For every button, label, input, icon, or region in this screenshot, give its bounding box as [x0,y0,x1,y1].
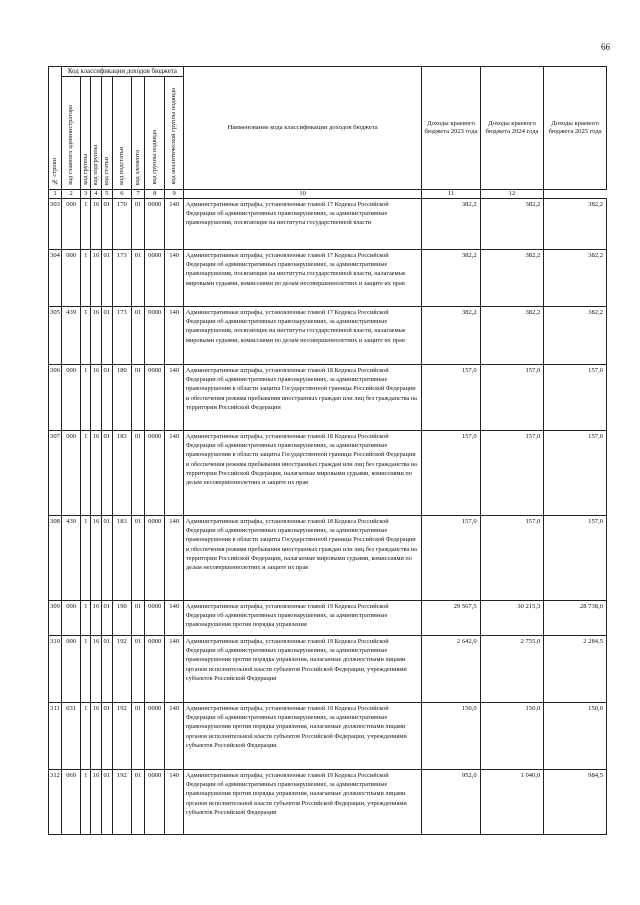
code-cell: 0000 [144,307,165,365]
code-cell: 01 [101,636,112,703]
code-cell: 140 [165,250,183,307]
table-row [49,601,607,636]
column-number: 11 [422,190,480,199]
row-number: 303 [49,199,62,250]
code-cell: 01 [132,365,145,431]
code-cell: 140 [165,365,183,431]
header-code-column: код главного администратора [61,77,80,190]
code-cell: 140 [165,199,183,250]
code-cell: 1 [81,516,91,601]
header-code-column: код подгруппы [91,77,102,190]
header-code-group: Код классификации доходов бюджета [61,67,183,77]
code-cell: 173 [112,250,131,307]
code-cell: 190 [112,601,131,636]
table-row [49,250,607,307]
revenue-name: Административные штрафы, установленные главой 19 Кодекса Российской Федерации об административных правонарушениях, за административные правонарушения против порядка управления [183,601,421,636]
code-cell: 140 [165,636,183,703]
code-cell: 0000 [144,516,165,601]
value-2024: 157,0 [480,431,544,516]
header-code-column: код группы подвида [144,77,165,190]
code-cell: 1 [81,307,91,365]
code-cell: 0000 [144,636,165,703]
code-cell: 16 [91,307,102,365]
row-number: 307 [49,431,62,516]
code-cell: 140 [165,601,183,636]
column-number: 2 [61,190,80,199]
code-cell: 183 [112,431,131,516]
table-row [49,636,607,703]
header-code-column: код подстатьи [112,77,131,190]
code-cell: 1 [81,636,91,703]
column-number: 12 [480,190,544,199]
value-2023: 29 567,5 [422,601,480,636]
code-cell: 1 [81,601,91,636]
value-2024: 2 755,0 [480,636,544,703]
row-number: 310 [49,636,62,703]
code-cell: 16 [91,601,102,636]
code-cell: 1 [81,703,91,770]
table-row [49,307,607,365]
code-cell: 0000 [144,365,165,431]
code-cell: 16 [91,199,102,250]
code-cell: 16 [91,431,102,516]
code-cell: 16 [91,636,102,703]
code-cell: 031 [61,703,80,770]
code-cell: 0000 [144,770,165,835]
header-name: Наименование кода классификации доходов бюджета [183,67,421,190]
revenue-name: Административные штрафы, установленные главой 19 Кодекса Российской Федерации об административных правонарушениях, за административные правонарушения против порядка управления, налагаемые должностными лицами органов исполнительной власти субъектов Российской Федерации, учреждениями субъектов Российской Федерации [183,636,421,703]
code-cell: 01 [132,703,145,770]
value-2024: 382,2 [480,307,544,365]
code-cell: 1 [81,431,91,516]
code-cell: 01 [101,601,112,636]
code-cell: 192 [112,770,131,835]
code-cell: 192 [112,636,131,703]
column-numbers-row [49,190,607,199]
column-number: 8 [144,190,165,199]
code-cell: 140 [165,307,183,365]
table-row [49,431,607,516]
value-2023: 157,0 [422,431,480,516]
header-code-column: код элемента [132,77,145,190]
row-number: 306 [49,365,62,431]
value-2025: 382,2 [544,307,607,365]
revenue-name: Административные штрафы, установленные главой 18 Кодекса Российской Федерации об административных правонарушениях, за административные правонарушения в области защиты Государственной границы Российской Федерации и обеспечения режима пребывания иностранных граждан или лиц без гражданства на территории Российской Федерации [183,365,421,431]
code-cell: 000 [61,365,80,431]
code-cell: 01 [132,601,145,636]
header-year-2024: Доходы краевого бюджета 2024 года [480,67,544,190]
column-number: 6 [112,190,131,199]
code-cell: 1 [81,770,91,835]
value-2024: 30 215,3 [480,601,544,636]
revenue-name: Административные штрафы, установленные главой 17 Кодекса Российской Федерации об административных правонарушениях, за административные правонарушения, посягающие на институты государственной власти [183,199,421,250]
code-cell: 16 [91,365,102,431]
code-cell: 01 [132,516,145,601]
code-cell: 01 [101,199,112,250]
value-2025: 157,0 [544,431,607,516]
header-code-column: код группы [81,77,91,190]
code-cell: 16 [91,703,102,770]
table-row [49,770,607,835]
code-cell: 01 [132,199,145,250]
code-cell: 000 [61,431,80,516]
code-cell: 170 [112,199,131,250]
code-cell: 16 [91,770,102,835]
code-cell: 140 [165,703,183,770]
code-cell: 000 [61,601,80,636]
code-cell: 01 [101,431,112,516]
column-number: 3 [81,190,91,199]
code-cell: 01 [101,703,112,770]
code-cell: 01 [101,250,112,307]
revenue-name: Административные штрафы, установленные главой 19 Кодекса Российской Федерации об административных правонарушениях, за административные правонарушения против порядка управления, налагаемые должностными лицами органов исполнительной власти субъектов Российской Федерации, учреждениями субъектов Российской Федерации [183,703,421,770]
code-cell: 01 [132,431,145,516]
row-number: 304 [49,250,62,307]
code-cell: 01 [101,770,112,835]
column-number: 10 [183,190,421,199]
code-cell: 000 [61,250,80,307]
code-cell: 01 [101,365,112,431]
code-cell: 0000 [144,250,165,307]
value-2025: 382,2 [544,199,607,250]
value-2023: 382,2 [422,250,480,307]
value-2024: 150,0 [480,703,544,770]
header-year-2025: Доходы краевого бюджета 2025 года [544,67,607,190]
header-year-2023: Доходы краевого бюджета 2023 года [422,67,480,190]
page-number: 66 [601,42,610,52]
code-cell: 16 [91,250,102,307]
value-2024: 157,0 [480,365,544,431]
code-cell: 01 [132,250,145,307]
code-cell: 1 [81,250,91,307]
value-2025: 157,0 [544,516,607,601]
code-cell: 000 [61,636,80,703]
code-cell: 180 [112,365,131,431]
value-2025: 984,5 [544,770,607,835]
value-2023: 382,2 [422,199,480,250]
table-row [49,516,607,601]
code-cell: 16 [91,516,102,601]
code-cell: 01 [132,636,145,703]
header-code-column: код статьи [101,77,112,190]
code-cell: 0000 [144,431,165,516]
code-cell: 1 [81,199,91,250]
revenue-name: Административные штрафы, установленные главой 19 Кодекса Российской Федерации об административных правонарушениях, за административные правонарушения против порядка управления, налагаемые должностными лицами органов исполнительной власти субъектов Российской Федерации, учреждениями субъектов Российской Федерации [183,770,421,835]
code-cell: 140 [165,770,183,835]
value-2023: 157,0 [422,516,480,601]
code-cell: 173 [112,307,131,365]
row-number: 308 [49,516,62,601]
code-cell: 069 [61,770,80,835]
code-cell: 01 [101,516,112,601]
value-2024: 382,2 [480,250,544,307]
value-2025: 157,0 [544,365,607,431]
value-2025: 150,0 [544,703,607,770]
code-cell: 140 [165,516,183,601]
table-row [49,199,607,250]
code-cell: 1 [81,365,91,431]
value-2024: 382,2 [480,199,544,250]
header-row-no: № строки [49,67,62,190]
code-cell: 01 [132,770,145,835]
value-2024: 1 040,0 [480,770,544,835]
revenue-name: Административные штрафы, установленные главой 18 Кодекса Российской Федерации об административных правонарушениях, за административные правонарушения в области защиты Государственной границы Российской Федерации и обеспечения режима пребывания иностранных граждан или лиц без гражданства на территории Российской Федерации, налагаемые мировыми судьями, комиссиями по делам несовершеннолетних и защите их прав [183,431,421,516]
code-cell: 0000 [144,703,165,770]
value-2023: 157,0 [422,365,480,431]
code-cell: 183 [112,516,131,601]
value-2025: 28 738,0 [544,601,607,636]
code-cell: 439 [61,516,80,601]
row-number: 305 [49,307,62,365]
code-cell: 000 [61,199,80,250]
budget-revenue-table [48,66,607,835]
value-2025: 382,2 [544,250,607,307]
value-2023: 382,2 [422,307,480,365]
table-row [49,703,607,770]
row-number: 309 [49,601,62,636]
header-code-column: код аналитической группы подвида [165,77,183,190]
row-number: 311 [49,703,62,770]
column-number: 1 [49,190,62,199]
table-row [49,365,607,431]
code-cell: 01 [101,307,112,365]
revenue-name: Административные штрафы, установленные главой 17 Кодекса Российской Федерации об административных правонарушениях, за административные правонарушения, посягающие на институты государственной власти, налагаемые мировыми судьями, комиссиями по делам несовершеннолетних и защите их прав [183,250,421,307]
column-number: 5 [101,190,112,199]
revenue-name: Административные штрафы, установленные главой 18 Кодекса Российской Федерации об административных правонарушениях, за административные правонарушения в области защиты Государственной границы Российской Федерации и обеспечения режима пребывания иностранных граждан или лиц без гражданства на территории Российской Федерации, налагаемые мировыми судьями, комиссиями по делам несовершеннолетних и защите их прав [183,516,421,601]
code-cell: 01 [132,307,145,365]
value-2023: 2 642,0 [422,636,480,703]
code-cell: 192 [112,703,131,770]
column-number: 9 [165,190,183,199]
row-number: 312 [49,770,62,835]
column-number: 4 [91,190,102,199]
code-cell: 439 [61,307,80,365]
value-2023: 150,0 [422,703,480,770]
value-2025: 2 284,5 [544,636,607,703]
revenue-name: Административные штрафы, установленные главой 17 Кодекса Российской Федерации об административных правонарушениях, за административные правонарушения, посягающие на институты государственной власти, налагаемые мировыми судьями, комиссиями по делам несовершеннолетних и защите их прав [183,307,421,365]
code-cell: 140 [165,431,183,516]
code-cell: 0000 [144,601,165,636]
code-cell: 0000 [144,199,165,250]
value-2023: 952,0 [422,770,480,835]
value-2024: 157,0 [480,516,544,601]
column-number: 7 [132,190,145,199]
